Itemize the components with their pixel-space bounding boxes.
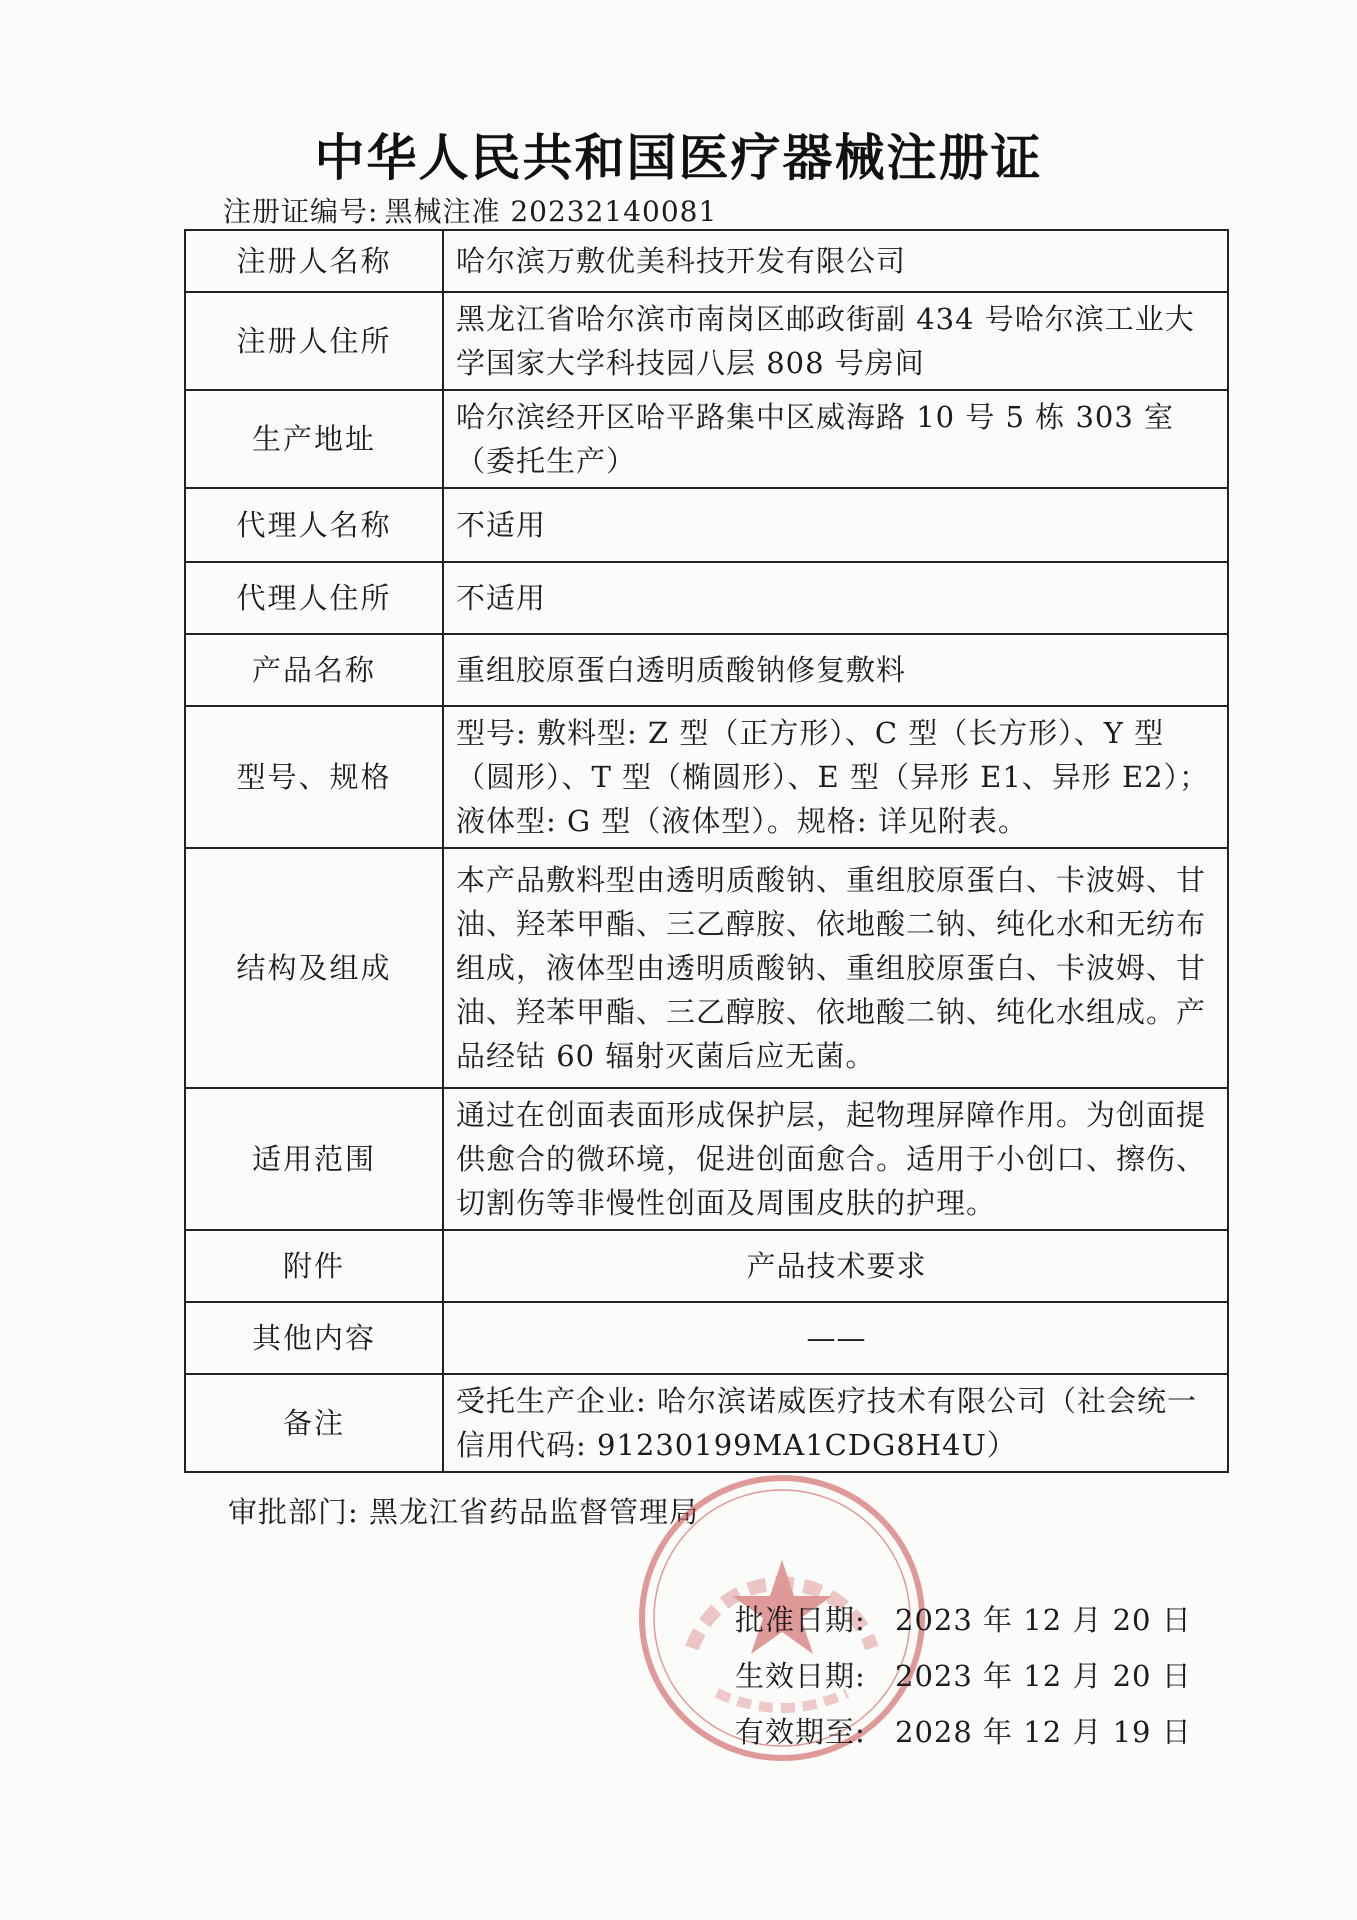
row-value: 哈尔滨万敷优美科技开发有限公司 — [443, 230, 1228, 292]
row-scope — [185, 1088, 1228, 1230]
row-label: 备注 — [185, 1374, 443, 1472]
row-composition — [185, 848, 1228, 1088]
certificate-table — [184, 229, 1229, 1473]
row-value: 受托生产企业: 哈尔滨诺威医疗技术有限公司（社会统一信用代码: 91230199MA1CDG8H4U） — [443, 1374, 1228, 1472]
approve-date-label: 批准日期: — [735, 1603, 866, 1637]
effective-date-line — [735, 1648, 1192, 1704]
row-value: 不适用 — [443, 562, 1228, 634]
certificate-number-label: 注册证编号: — [223, 195, 379, 228]
expiry-date-label: 有效期至: — [735, 1715, 866, 1749]
row-other — [185, 1302, 1228, 1374]
row-remarks — [185, 1374, 1228, 1472]
row-value: 黑龙江省哈尔滨市南岗区邮政街副 434 号哈尔滨工业大学国家大学科技园八层 808 号房间 — [443, 292, 1228, 390]
row-label: 结构及组成 — [185, 848, 443, 1088]
expiry-date-value: 2028 年 12 月 19 日 — [895, 1715, 1192, 1749]
row-label: 注册人名称 — [185, 230, 443, 292]
row-label: 代理人住所 — [185, 562, 443, 634]
row-value: 通过在创面表面形成保护层，起物理屏障作用。为创面提供愈合的微环境，促进创面愈合。适用于小创口、擦伤、切割伤等非慢性创面及周围皮肤的护理。 — [443, 1088, 1228, 1230]
effective-date-value: 2023 年 12 月 20 日 — [895, 1659, 1192, 1693]
row-value: 哈尔滨经开区哈平路集中区威海路 10 号 5 栋 303 室（委托生产） — [443, 390, 1228, 488]
approve-date-line — [735, 1592, 1192, 1648]
row-registrant-name — [185, 230, 1228, 292]
row-agent-name — [185, 488, 1228, 562]
row-label: 适用范围 — [185, 1088, 443, 1230]
row-label: 附件 — [185, 1230, 443, 1302]
row-model-spec — [185, 706, 1228, 848]
approval-dates — [735, 1592, 1192, 1760]
row-value: 本产品敷料型由透明质酸钠、重组胶原蛋白、卡波姆、甘油、羟苯甲酯、三乙醇胺、依地酸二钠、纯化水和无纺布组成，液体型由透明质酸钠、重组胶原蛋白、卡波姆、甘油、羟苯甲酯、三乙醇胺、依地酸二钠、纯化水组成。产品经钴 60 辐射灭菌后应无菌。 — [443, 848, 1228, 1088]
row-value: 型号: 敷料型: Z 型（正方形）、C 型（长方形）、Y 型（圆形）、T 型（椭圆形）、E 型（异形 E1、异形 E2）；液体型: G 型（液体型）。规格: 详见附表。 — [443, 706, 1228, 848]
row-label: 注册人住所 — [185, 292, 443, 390]
approval-department — [228, 1490, 699, 1531]
row-registrant-address — [185, 292, 1228, 390]
row-label: 产品名称 — [185, 634, 443, 706]
row-label: 其他内容 — [185, 1302, 443, 1374]
expiry-date-line — [735, 1704, 1192, 1760]
row-agent-address — [185, 562, 1228, 634]
row-attachment — [185, 1230, 1228, 1302]
approval-department-value: 黑龙江省药品监督管理局 — [369, 1495, 700, 1529]
row-label: 生产地址 — [185, 390, 443, 488]
certificate-number-value: 黑械注准 20232140081 — [384, 195, 718, 228]
row-product-name — [185, 634, 1228, 706]
document-title: 中华人民共和国医疗器械注册证 — [314, 129, 1043, 187]
approve-date-value: 2023 年 12 月 20 日 — [895, 1603, 1192, 1637]
effective-date-label: 生效日期: — [735, 1659, 866, 1693]
approval-department-label: 审批部门: — [228, 1495, 359, 1529]
row-label: 型号、规格 — [185, 706, 443, 848]
row-value: —— — [443, 1302, 1228, 1374]
row-value: 重组胶原蛋白透明质酸钠修复敷料 — [443, 634, 1228, 706]
certificate-number — [223, 190, 717, 230]
row-value: 不适用 — [443, 488, 1228, 562]
row-production-address — [185, 390, 1228, 488]
row-value: 产品技术要求 — [443, 1230, 1228, 1302]
row-label: 代理人名称 — [185, 488, 443, 562]
